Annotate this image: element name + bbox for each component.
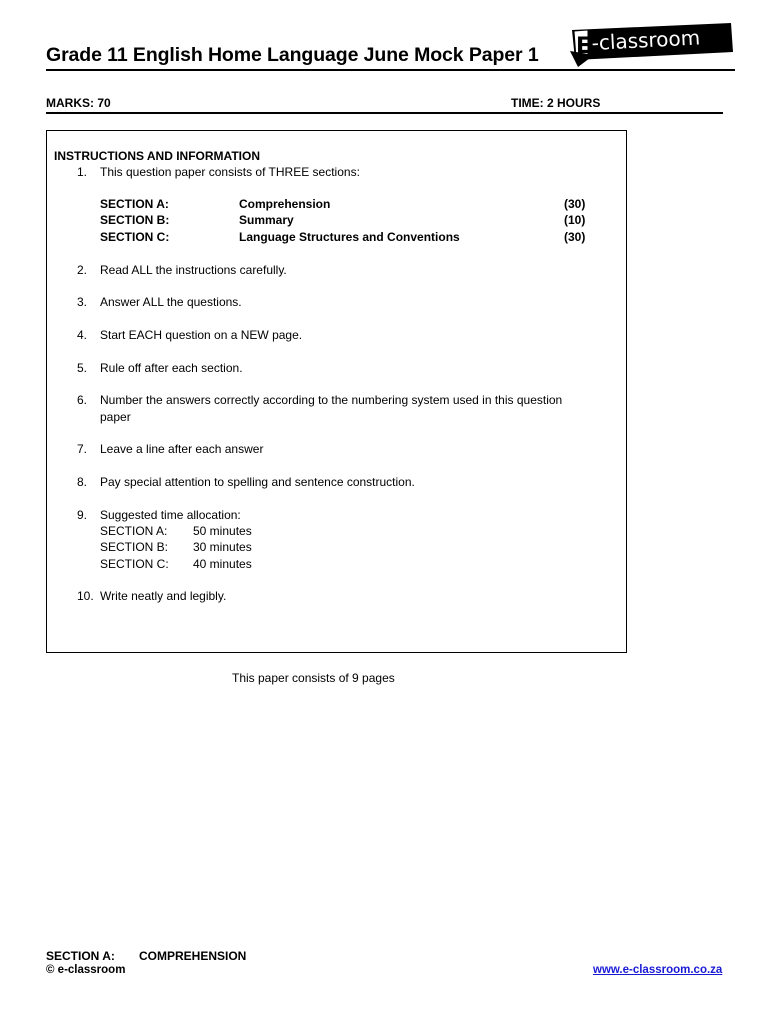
item-text: Write neatly and legibly.	[100, 589, 227, 603]
time-section-label: SECTION B:	[100, 540, 169, 554]
section-marks: (30)	[564, 230, 586, 244]
footer-copyright: © e-classroom	[46, 964, 126, 976]
marks-label: MARKS: 70	[46, 96, 111, 110]
item-text: Number the answers correctly according to the numbering system used in this question	[100, 393, 563, 407]
header-rule	[46, 112, 723, 114]
page-title: Grade 11 English Home Language June Mock Paper 1	[46, 44, 539, 66]
e-classroom-logo	[566, 21, 735, 69]
item-number: 2.	[77, 263, 88, 277]
item-number: 6.	[77, 393, 88, 407]
item-text: Start EACH question on a NEW page.	[100, 328, 303, 342]
item-text: Rule off after each section.	[100, 361, 243, 375]
time-section-label: SECTION A:	[100, 524, 168, 538]
time-label: TIME: 2 HOURS	[511, 96, 601, 110]
item-number: 5.	[77, 361, 88, 375]
item-text-continued: paper	[100, 410, 131, 424]
item-number: 3.	[77, 295, 88, 309]
section-name: Summary	[239, 213, 294, 227]
section-name: Language Structures and Conventions	[239, 230, 460, 244]
svg-text:E: E	[576, 34, 592, 59]
section-label: SECTION B:	[100, 213, 170, 227]
time-section-value: 30 minutes	[193, 540, 252, 554]
item-text: Pay special attention to spelling and sentence construction.	[100, 475, 415, 489]
instructions-heading: INSTRUCTIONS AND INFORMATION	[54, 149, 260, 163]
item-number: 7.	[77, 442, 88, 456]
item-number: 9.	[77, 508, 88, 522]
time-section-value: 50 minutes	[193, 524, 252, 538]
time-section-label: SECTION C:	[100, 557, 169, 571]
item-text: This question paper consists of THREE sections:	[100, 165, 360, 179]
section-marks: (10)	[564, 213, 586, 227]
item-number: 4.	[77, 328, 88, 342]
footer-section-label: SECTION A:	[46, 949, 115, 963]
item-number: 8.	[77, 475, 88, 489]
page-count-note: This paper consists of 9 pages	[232, 671, 395, 685]
footer-website-link[interactable]: www.e-classroom.co.za	[593, 964, 723, 976]
item-number: 10.	[77, 589, 94, 603]
section-name: Comprehension	[239, 197, 331, 211]
section-label: SECTION A:	[100, 197, 169, 211]
section-label: SECTION C:	[100, 230, 170, 244]
title-rule	[46, 69, 735, 71]
item-text: Leave a line after each answer	[100, 442, 264, 456]
footer-section-name: COMPREHENSION	[139, 949, 247, 963]
time-section-value: 40 minutes	[193, 557, 252, 571]
section-marks: (30)	[564, 197, 586, 211]
item-text: Read ALL the instructions carefully.	[100, 263, 287, 277]
item-number: 1.	[77, 165, 88, 179]
svg-text:-classroom: -classroom	[591, 25, 701, 55]
item-text: Suggested time allocation:	[100, 508, 241, 522]
item-text: Answer ALL the questions.	[100, 295, 242, 309]
